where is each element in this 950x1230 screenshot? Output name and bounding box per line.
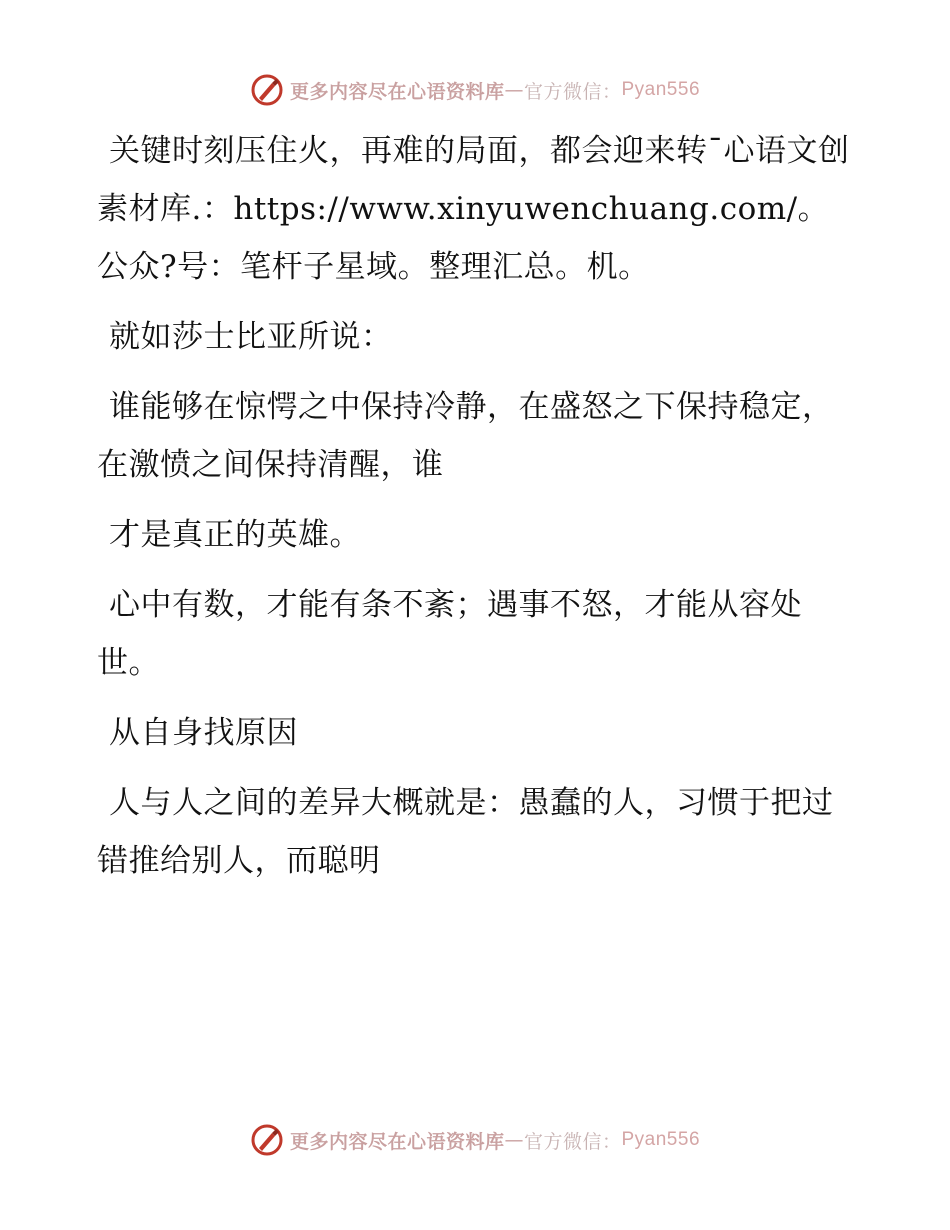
- watermark-sub-text: 官方微信：: [523, 1130, 622, 1153]
- header-watermark: [0, 70, 950, 110]
- document-body: [97, 122, 857, 902]
- pen-logo-icon: [250, 73, 284, 107]
- watermark-sub-text: 官方微信：: [523, 80, 622, 103]
- paragraph-6: 从自身找原因: [109, 715, 298, 751]
- paragraph-3: 谁能够在惊愕之中保持冷静，在盛怒之下保持稳定，在激愤之间保持清醒，谁: [97, 389, 834, 483]
- paragraph-4: 才是真正的英雄。: [109, 517, 361, 553]
- pen-logo-icon: [250, 1123, 284, 1157]
- watermark-main-text: 更多内容尽在心语资料库: [289, 80, 505, 103]
- paragraph-2: 就如莎士比亚所说：: [109, 319, 393, 355]
- paragraph-1: 关键时刻压住火，再难的局面，都会迎来转¯心语文创素材库.：https://www.xinyuwenchuang.com/。公众?号：笔杆子星域。整理汇总。机。: [97, 133, 850, 285]
- watermark-dash: —: [504, 1129, 524, 1151]
- watermark-main-text: 更多内容尽在心语资料库: [289, 1130, 505, 1153]
- watermark-dash: —: [504, 79, 524, 101]
- watermark-id: Pyan556: [621, 79, 701, 100]
- watermark-id: Pyan556: [621, 1129, 701, 1150]
- paragraph-5: 心中有数，才能有条不紊；遇事不怒，才能从容处世。: [97, 587, 802, 681]
- footer-watermark: [0, 1120, 950, 1160]
- paragraph-7: 人与人之间的差异大概就是：愚蠢的人，习惯于把过错推给别人，而聪明: [97, 785, 834, 879]
